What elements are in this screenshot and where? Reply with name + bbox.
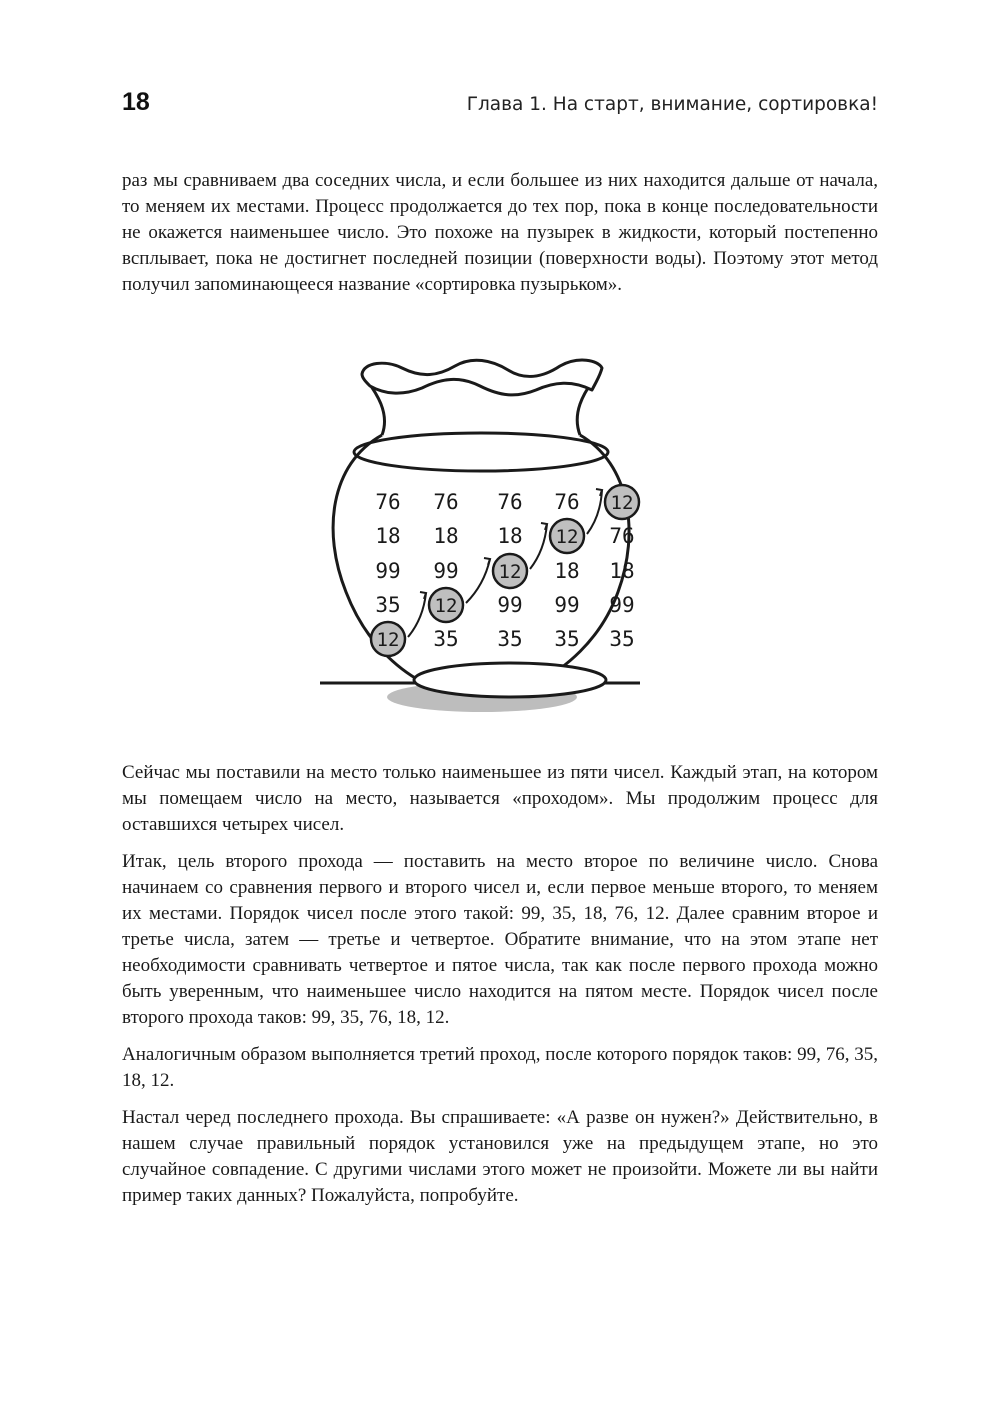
grid-number: 99 (609, 593, 635, 617)
fishbowl-svg (310, 352, 650, 720)
grid-number: 76 (375, 490, 401, 514)
bowl-rim (362, 360, 602, 395)
text-block-top (122, 168, 878, 298)
bubble-number: 12 (555, 526, 579, 548)
page-header (122, 88, 878, 128)
paragraph: Аналогичным образом выполняется третий проход, после которого порядок таков: 99, 76, 35, 18, 12. (122, 1044, 878, 1091)
bubble-number: 12 (610, 492, 634, 514)
grid-number: 76 (554, 490, 580, 514)
grid-number: 99 (433, 559, 459, 583)
grid-number: 76 (497, 490, 523, 514)
grid-number: 76 (609, 524, 635, 548)
grid-number: 99 (497, 593, 523, 617)
bubble-number: 12 (434, 595, 458, 617)
page-number: 18 (122, 88, 150, 116)
grid-number: 18 (609, 559, 635, 583)
running-head: Глава 1. На старт, внимание, сортировка! (466, 94, 878, 115)
paragraph: Сейчас мы поставили на место только наименьшее из пяти чисел. Каждый этап, на котором мы помещаем число на место, называется «проходом». Мы продолжим процесс для оставшихся четырех чисел. (122, 762, 878, 835)
grid-number: 18 (433, 524, 459, 548)
bubble-number: 12 (498, 561, 522, 583)
bowl-bottom (414, 663, 606, 697)
grid-number: 18 (554, 559, 580, 583)
paragraph: Итак, цель второго прохода — поставить на место второе по величине число. Снова начинаем со сравнения первого и второго чисел и, если первое меньше второго, то меняем их местами. Порядок чисел после этого такой: 99, 35, 18, 76, 12. Далее сравним второе и третье числа, затем — третье и четвертое. Обратите внимание, что на этом этапе нет необходимости сравнивать четвертое и пятое числа, так как после первого прохода можно быть уверенным, что наименьшее число находится на пятом месте. Порядок чисел после второго прохода таков: 99, 35, 76, 18, 12. (122, 851, 878, 1028)
text-block-bottom (122, 760, 878, 1220)
grid-number: 99 (554, 593, 580, 617)
grid-number: 35 (554, 627, 580, 651)
grid-number: 18 (497, 524, 523, 548)
paragraph: раз мы сравниваем два соседних числа, и если большее из них находится дальше от начала, то меняем их местами. Процесс продолжается до тех пор, пока в конце последовательности не окажется наименьшее число. Это похоже на пузырек в жидкости, который постепенно всплывает, пока не достигнет последней позиции (поверхности воды). Поэтому этот метод получил запоминающееся название «сортировка пузырьком». (122, 170, 878, 295)
grid-number: 76 (433, 490, 459, 514)
grid-number: 35 (609, 627, 635, 651)
fishbowl-illustration (310, 352, 650, 720)
grid-number: 35 (375, 593, 401, 617)
grid-number: 35 (433, 627, 459, 651)
grid-number: 18 (375, 524, 401, 548)
grid-number: 99 (375, 559, 401, 583)
grid-number: 35 (497, 627, 523, 651)
paragraph: Настал черед последнего прохода. Вы спрашиваете: «А разве он нужен?» Действительно, в нашем случае правильный порядок установился уже на предыдущем этапе, но это случайное совпадение. С другими числами этого может не произойти. Можете ли вы найти пример таких данных? Пожалуйста, попробуйте. (122, 1107, 878, 1206)
bubble-number: 12 (376, 629, 400, 651)
